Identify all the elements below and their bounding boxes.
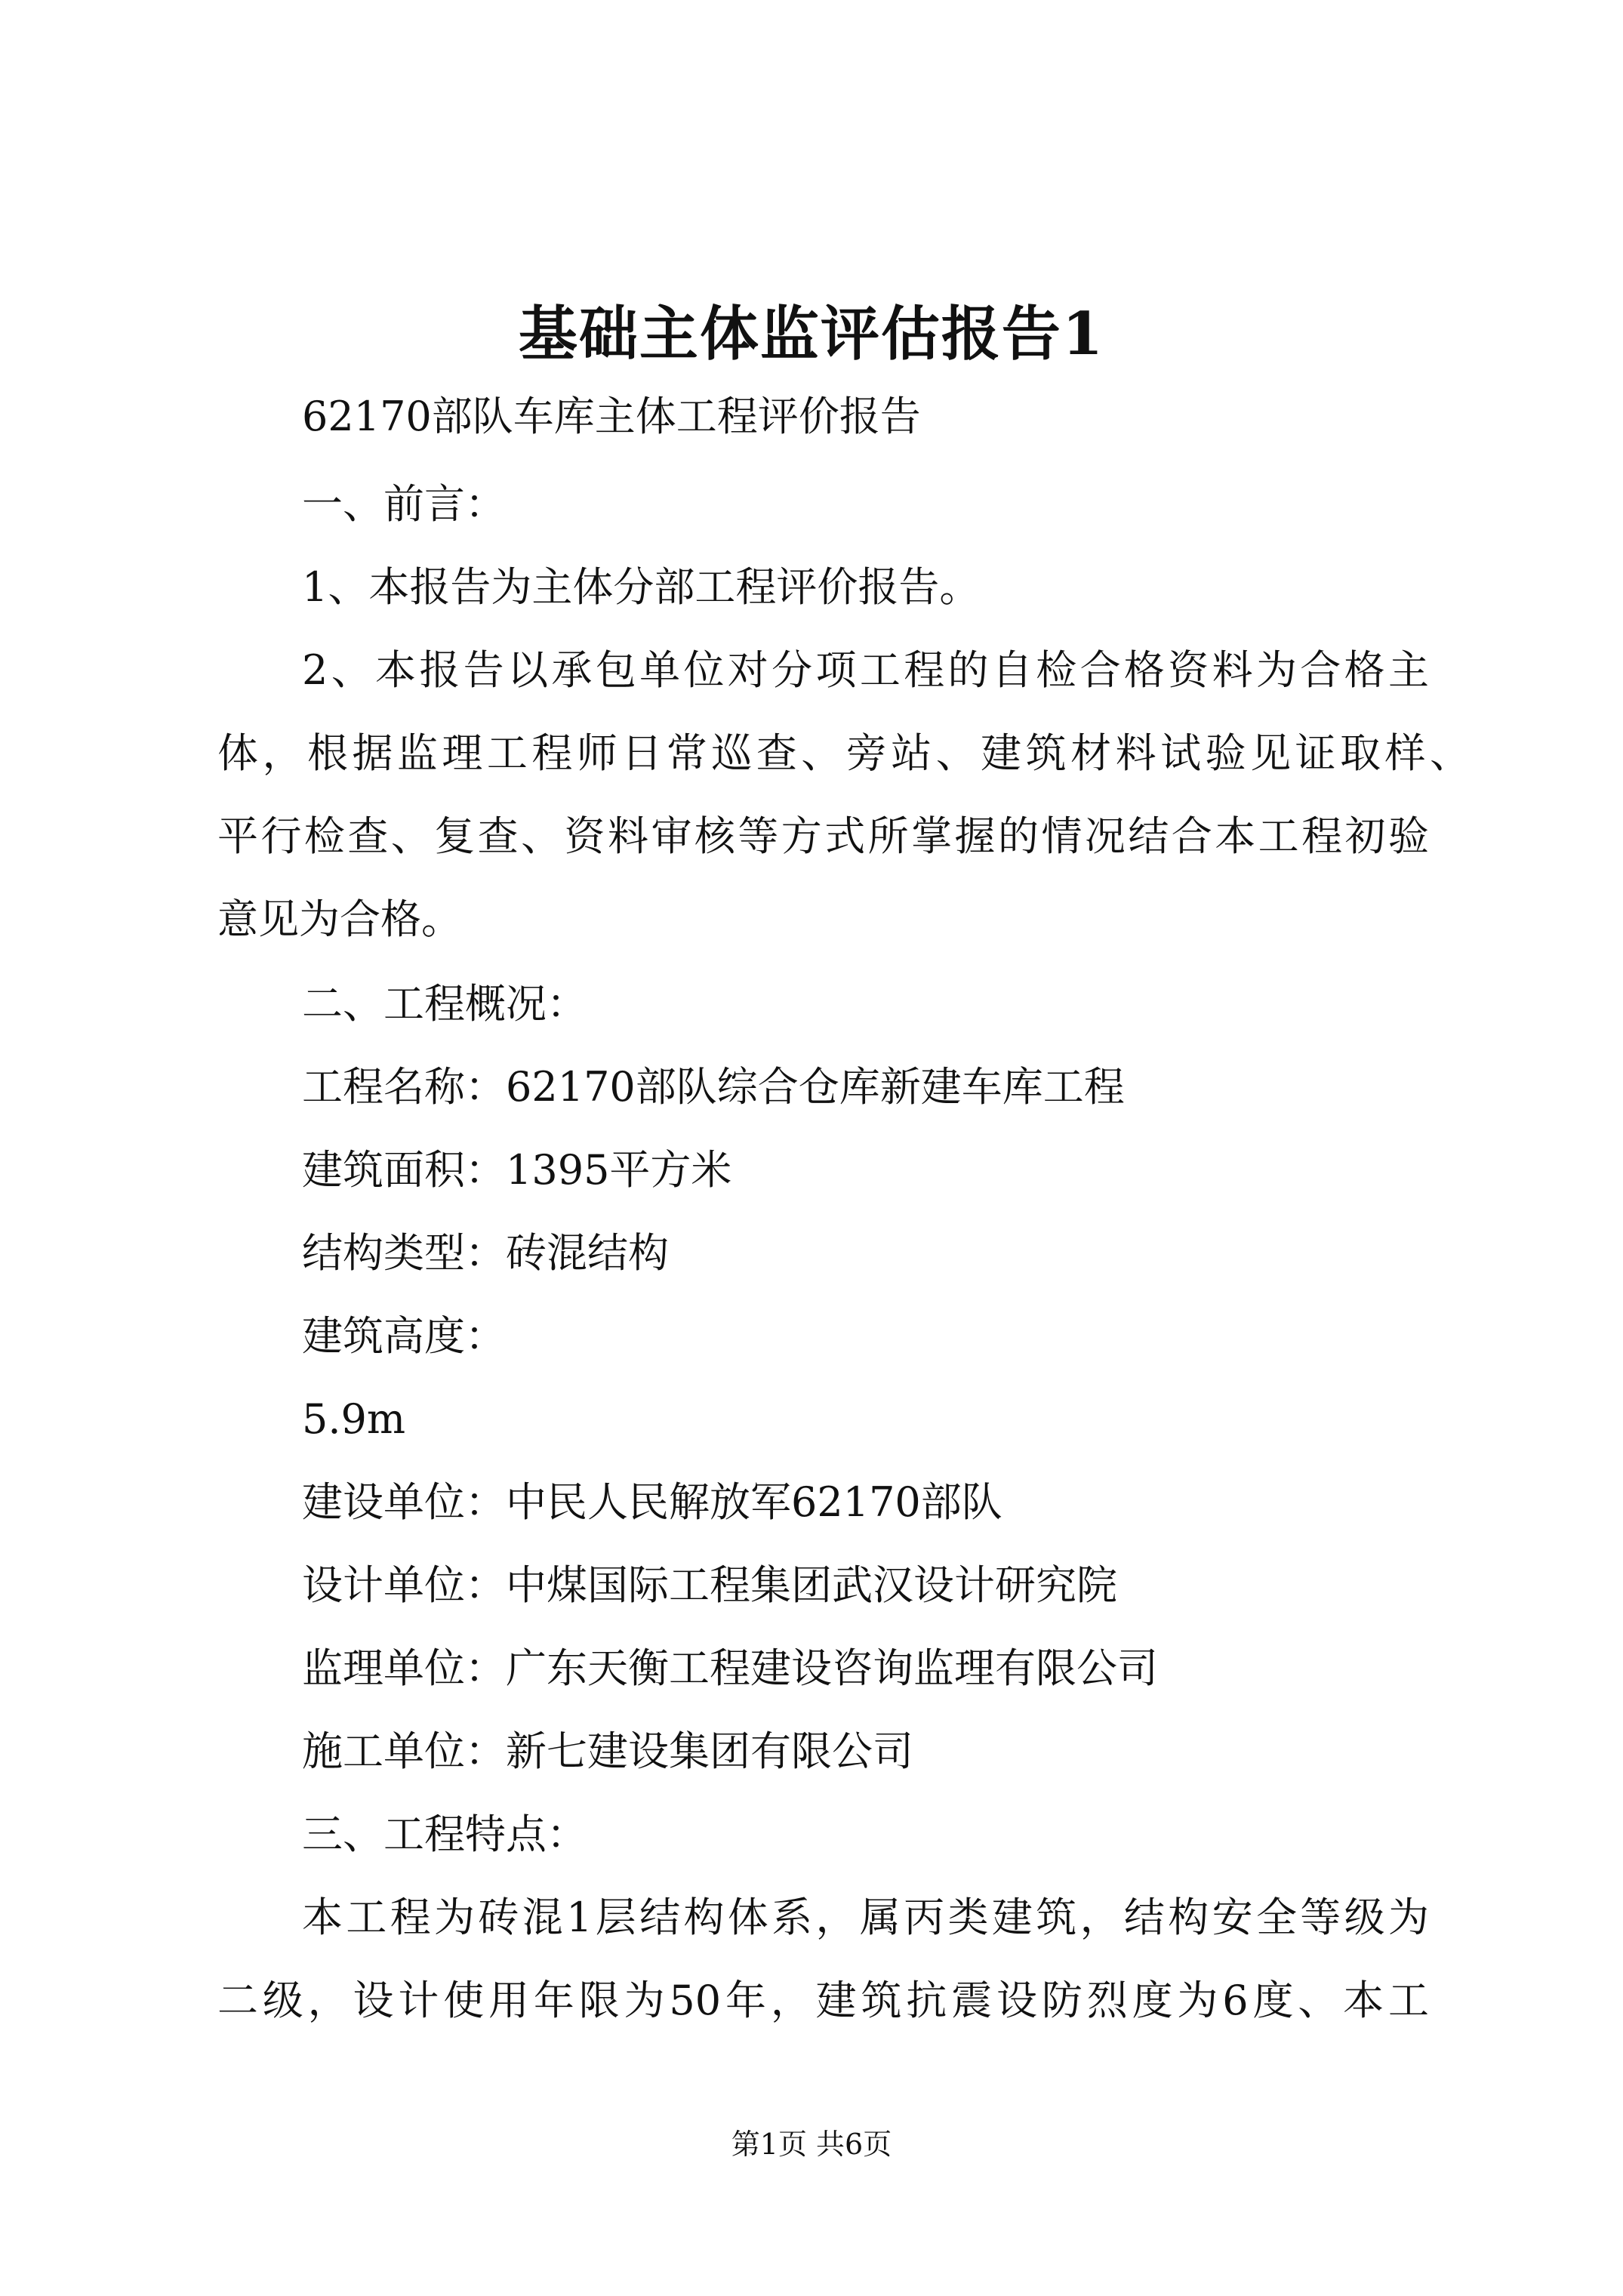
info-line: 工程名称：62170部队综合仓库新建车库工程 <box>302 1063 1125 1111</box>
paragraph-line: 本工程为砖混1层结构体系，属丙类建筑，结构安全等级为 <box>302 1894 1429 1941</box>
section-heading: 一、前言： <box>302 480 506 528</box>
info-line: 建筑面积：1395平方米 <box>302 1146 732 1194</box>
paragraph-line: 62170部队车库主体工程评价报告 <box>302 393 921 440</box>
info-line: 结构类型：砖混结构 <box>302 1229 669 1277</box>
info-line: 设计单位：中煤国际工程集团武汉设计研究院 <box>302 1561 1117 1609</box>
paragraph-line: 2、本报告以承包单位对分项工程的自检合格资料为合格主 <box>302 646 1429 694</box>
page-footer: 第1页 共6页 <box>731 2128 892 2161</box>
paragraph-line: 1、本报告为主体分部工程评价报告。 <box>302 563 981 611</box>
paragraph-line: 意见为合格。 <box>217 895 462 943</box>
info-line: 施工单位：新七建设集团有限公司 <box>302 1727 913 1775</box>
info-line: 监理单位：广东天衡工程建设咨询监理有限公司 <box>302 1644 1158 1692</box>
info-line: 建筑高度： <box>302 1312 506 1360</box>
paragraph-line: 平行检查、复查、资料审核等方式所掌握的情况结合本工程初验 <box>217 812 1429 860</box>
paragraph-line: 体，根据监理工程师日常巡查、旁站、建筑材料试验见证取样、 <box>217 729 1471 777</box>
section-heading: 二、工程概况： <box>302 980 587 1028</box>
section-heading: 三、工程特点： <box>302 1811 587 1858</box>
info-line: 5.9m <box>302 1395 406 1443</box>
info-line: 建设单位：中民人民解放军62170部队 <box>302 1478 1002 1526</box>
paragraph-line: 二级，设计使用年限为50年，建筑抗震设防烈度为6度、本工 <box>217 1977 1429 2024</box>
document-title: 基础主体监评估报告1 <box>518 300 1105 368</box>
